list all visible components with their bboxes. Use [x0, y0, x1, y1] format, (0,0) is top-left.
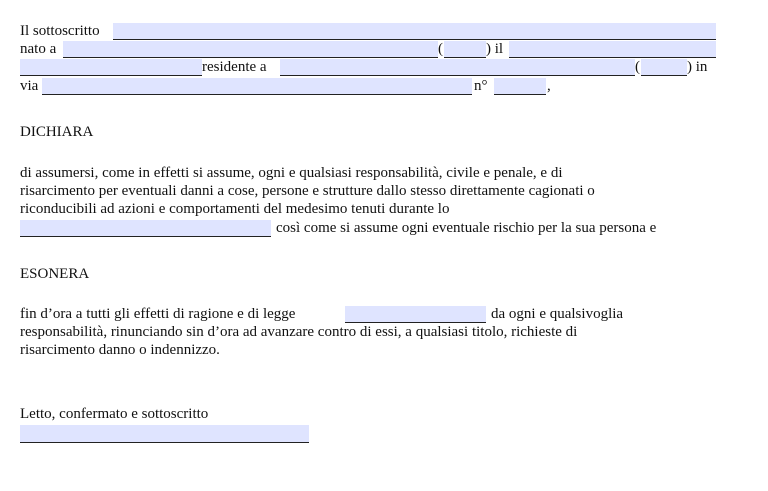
dichiara-paragraph-line-1: di assumersi, come in effetti si assume, ogni e qualsiasi responsabilità, civile e penale, e di	[20, 165, 563, 181]
signature-field[interactable]	[20, 425, 309, 443]
esonera-heading: ESONERA	[20, 266, 90, 282]
comma-text: ,	[547, 78, 551, 94]
esonera-paragraph-line-3: risarcimento danno o indennizzo.	[20, 342, 220, 358]
esonera-paragraph-line-1-start: fin d’ora a tutti gli effetti di ragione e di legge	[20, 306, 296, 322]
esonera-paragraph-line-1-end: da ogni e qualsivoglia	[491, 306, 624, 322]
residente-a-label: residente a	[202, 59, 267, 75]
il-label: ) il	[486, 41, 504, 57]
numero-label: n°	[474, 78, 488, 94]
in-label: ) in	[687, 59, 708, 75]
dichiara-paragraph-line-4: così come si assume ogni eventuale rischio per la sua persona e	[276, 220, 657, 236]
paren-open-residence: (	[635, 59, 640, 75]
paren-open-birth: (	[438, 41, 443, 57]
street-field[interactable]	[42, 78, 472, 95]
birthdate-continued-field[interactable]	[20, 59, 202, 76]
activity-field[interactable]	[20, 220, 271, 237]
birthplace-field[interactable]	[63, 41, 438, 58]
sottoscritto-name-field[interactable]	[113, 23, 716, 40]
birthdate-field[interactable]	[509, 41, 716, 58]
birth-province-field[interactable]	[444, 41, 486, 58]
street-number-field[interactable]	[494, 78, 546, 95]
dichiara-heading: DICHIARA	[20, 124, 94, 140]
nato-a-label: nato a	[20, 41, 57, 57]
residence-province-field[interactable]	[641, 59, 687, 76]
closing-statement: Letto, confermato e sottoscritto	[20, 406, 209, 422]
residence-city-field[interactable]	[280, 59, 635, 76]
dichiara-paragraph-line-3: riconducibili ad azioni e comportamenti del medesimo tenuti durante lo	[20, 201, 450, 217]
sottoscritto-label: Il sottoscritto	[20, 23, 100, 39]
dichiara-paragraph-line-2: risarcimento per eventuali danni a cose, persone e strutture dallo stesso direttamente cagionati o	[20, 183, 595, 199]
via-label: via	[20, 78, 39, 94]
exonerated-party-field[interactable]	[345, 306, 486, 323]
esonera-paragraph-line-2: responsabilità, rinunciando sin d’ora ad avanzare contro di essi, a qualsiasi titolo, richieste di	[20, 324, 578, 340]
